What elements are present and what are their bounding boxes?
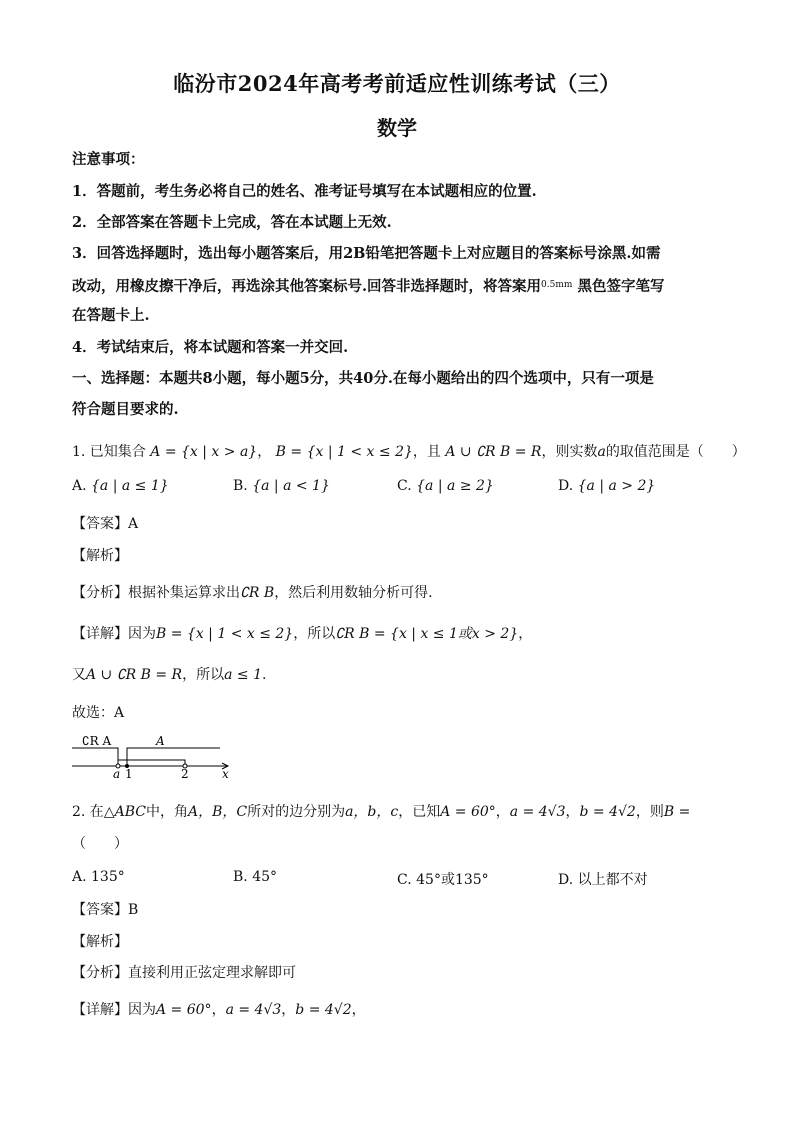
q2-stem (72, 802, 724, 822)
q2-sides: a，b，c (345, 804, 399, 820)
set-a-label: A (156, 734, 165, 748)
q1-stem-a: 1. 已知集合 (72, 444, 146, 460)
note-3-text-b: 黑色签字笔写 (577, 278, 665, 295)
q2-sep-1: ， (495, 804, 510, 820)
q2-option-b-label: B. (233, 869, 248, 885)
q1-set-b: B = {x | 1 < x ≤ 2} (275, 444, 413, 460)
q2-angles: A，B，C (187, 804, 248, 820)
tick-a-label: a (113, 767, 121, 780)
q2-option-b (233, 869, 277, 885)
q1-set-a: A = {x | x > a} (150, 444, 258, 460)
q2-option-a-label: A. (72, 869, 87, 885)
note-4: 4．考试结束后，将本试题和答案一并交回. (72, 339, 349, 356)
q2-detail-expr2: a = 4√3 (225, 1002, 282, 1018)
q1-detail2-b: ，所以 (182, 667, 225, 683)
q2-answer (72, 900, 724, 920)
q2-detail-sep1: ， (211, 1002, 226, 1018)
q2-fenxi (72, 963, 724, 983)
q2-answer-tag: 【答案】 (72, 902, 128, 918)
set-a-bracket (127, 748, 220, 766)
q2-option-b-text: 45° (252, 869, 278, 885)
q1-option-c (397, 478, 494, 494)
q2-option-d-text: 以上都不对 (577, 872, 648, 888)
q2-option-c-label: C. (397, 872, 412, 888)
q2-stem-a: 2. 在 (72, 804, 104, 820)
q1-stem-b: ，且 (412, 444, 441, 460)
q2-detail-sep3: ， (351, 1002, 366, 1018)
q2-detail (72, 1000, 724, 1020)
q1-detail (72, 624, 724, 644)
q1-var: a (597, 444, 606, 460)
tick-2-label: 2 (181, 767, 189, 780)
number-line-figure (70, 730, 235, 780)
q2-ask: B = (663, 804, 691, 820)
pen-size: 0.5mm (541, 280, 573, 290)
q1-fenxi (72, 583, 724, 603)
exam-title: 临汾市2024年高考考前适应性训练考试（三） (173, 71, 621, 96)
q1-sep: ， (257, 444, 272, 460)
section-heading-line1: 一、选择题：本题共8小题，每小题5分，共40分.在每小题给出的四个选项中，只有一项是 (72, 370, 654, 387)
q1-option-d-label: D. (558, 478, 574, 494)
complement-label: ∁R A (82, 734, 112, 748)
q2-stem-e: ，则 (635, 804, 664, 820)
q2-detail-a: 因为 (128, 1002, 156, 1018)
q1-option-c-label: C. (397, 478, 412, 494)
q1-option-a-label: A. (72, 478, 87, 494)
section-heading-line2: 符合题目要求的. (72, 401, 179, 418)
q1-fenxi-a: 根据补集运算求出 (128, 585, 240, 601)
q1-detail-expr: ∁R B = {x | x ≤ 1或x > 2} (335, 626, 519, 642)
q2-stem-b: 中，角 (145, 804, 188, 820)
q1-detail2-expr: A ∪ ∁R B = R (86, 667, 183, 683)
q1-fenxi-expr: ∁R B (240, 585, 275, 601)
q2-option-c-text: 45°或135° (416, 872, 489, 888)
note-1: 1．答题前，考生务必将自己的姓名、准考证号填写在本试题相应的位置. (72, 183, 537, 200)
q2-paren: （ ） (72, 836, 128, 852)
q2-triangle: △ABC (103, 804, 146, 820)
q2-option-a-text: 135° (91, 869, 125, 885)
note-2: 2．全部答案在答题卡上完成，答在本试题上无效. (72, 214, 392, 231)
q1-stem-d: 的取值范围是（ ） (605, 444, 746, 460)
q2-sep-2: ， (565, 804, 580, 820)
q1-stem-c: ，则实数 (541, 444, 598, 460)
note-3-text: 改动，用橡皮擦干净后，再选涂其他答案标号.回答非选择题时，将答案用 (72, 278, 542, 295)
tick-1-label: 1 (125, 767, 133, 780)
q1-detail2-a: 又 (72, 667, 86, 683)
q2-stem-c: 所对的边分别为 (247, 804, 346, 820)
q2-detail-expr3: b = 4√2 (295, 1002, 352, 1018)
q1-option-a (72, 478, 169, 494)
notes-heading: 注意事项： (72, 151, 145, 168)
q2-option-c (397, 869, 489, 889)
q1-answer-value: A (128, 516, 139, 532)
note-3-line3: 在答题卡上. (72, 307, 150, 324)
q1-choose: 故选：A (72, 705, 125, 721)
q1-detail-a: 因为 (128, 626, 156, 642)
q1-option-a-text: {a | a ≤ 1} (91, 478, 169, 494)
q1-stem (72, 442, 746, 462)
q2-option-a (72, 869, 125, 885)
note-3-line2 (72, 275, 724, 297)
q2-given-a: A = 60° (440, 804, 496, 820)
q2-option-d-label: D. (558, 872, 574, 888)
q1-detail-2 (72, 665, 724, 685)
q1-option-d (558, 478, 655, 494)
q1-detail2-result: a ≤ 1 (224, 667, 262, 683)
q1-detail-c: ，所以 (293, 626, 336, 642)
q1-detail2-d: . (262, 667, 267, 683)
axis-x-label: x (222, 767, 229, 780)
q1-detail-tag: 【详解】 (72, 626, 128, 642)
q2-analysis-tag: 【解析】 (72, 934, 128, 950)
q2-option-d (558, 869, 648, 889)
q2-detail-expr1: A = 60° (156, 1002, 212, 1018)
exam-subject: 数学 (377, 116, 417, 140)
q2-detail-sep2: ， (281, 1002, 296, 1018)
note-3-line1: 3．回答选择题时，选出每小题答案后，用2B铅笔把答题卡上对应题目的答案标号涂黑.如需 (72, 245, 661, 262)
q1-option-c-text: {a | a ≥ 2} (416, 478, 494, 494)
q1-analysis-tag: 【解析】 (72, 548, 128, 564)
q2-detail-tag: 【详解】 (72, 1002, 128, 1018)
q2-given-c: b = 4√2 (579, 804, 636, 820)
q1-answer (72, 514, 724, 534)
q2-stem-d: ，已知 (398, 804, 441, 820)
complement-region-bracket (72, 748, 118, 766)
q1-answer-tag: 【答案】 (72, 516, 128, 532)
q1-fenxi-b: ，然后利用数轴分析可得. (274, 585, 433, 601)
q1-detail-e: ， (518, 626, 533, 642)
q1-option-b-label: B. (233, 478, 248, 494)
q2-given-b: a = 4√3 (509, 804, 566, 820)
q1-option-d-text: {a | a > 2} (577, 478, 656, 494)
q1-option-b-text: {a | a < 1} (252, 478, 330, 494)
q2-fenxi-tag: 【分析】 (72, 965, 128, 981)
q1-condition: A ∪ ∁R B = R (445, 444, 542, 460)
q1-option-b (233, 478, 330, 494)
q2-answer-value: B (128, 902, 139, 918)
q2-fenxi-text: 直接利用正弦定理求解即可 (128, 965, 296, 981)
q1-fenxi-tag: 【分析】 (72, 585, 128, 601)
q1-detail-set: B = {x | 1 < x ≤ 2} (156, 626, 294, 642)
